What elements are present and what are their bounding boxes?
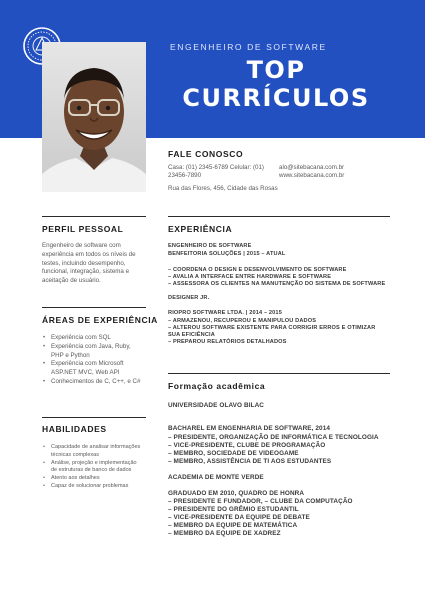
profile-title: PERFIL PESSOAL [42, 224, 124, 234]
brand-title-line-2: CURRÍCULOS [182, 84, 370, 112]
education-line: – MEMBRO, ASSISTÊNCIA DE TI AOS ESTUDANTES [168, 458, 332, 465]
job-title: ENGENHEIRO DE SOFTWARE [170, 42, 327, 52]
expertise-item: • Experiência com SQL [42, 334, 154, 343]
education-line: – PRESIDENTE, ORGANIZAÇÃO DE INFORMÁTICA E TECNOLOGIA [168, 434, 379, 441]
brand-title-line-1: TOP [246, 56, 306, 84]
experience-divider [168, 216, 390, 217]
profile-text-line: experiência em todos os níveis de [42, 250, 136, 258]
expertise-item: • Experiência com Java, Ruby, PHP e Python [42, 343, 154, 361]
expertise-title: ÁREAS DE EXPERIÊNCIA [42, 315, 158, 325]
skills-divider [42, 417, 146, 418]
education-line: BACHAREL EM ENGENHARIA DE SOFTWARE, 2014 [168, 425, 331, 432]
experience-title: EXPERIÊNCIA [168, 224, 233, 234]
experience-line: – PREPAROU RELATÓRIOS DETALHADOS [168, 339, 287, 345]
skills-item: • Análise, projeção e implementação de estruturas de banco de dados [42, 460, 154, 476]
expertise-item: • Conhecimentos de C, C++, e C# [42, 378, 154, 387]
skills-item: • Atento aos detalhes [42, 475, 154, 483]
education-divider [168, 373, 390, 374]
skills-item: • Capaz de solucionar problemas [42, 483, 154, 491]
education-line: ACADEMIA DE MONTE VERDE [168, 474, 264, 481]
contact-address: Rua das Flores, 456, Cidade das Rosas [168, 185, 278, 192]
experience-line: BENFEITORIA SOLUÇÕES | 2015 – ATUAL [168, 251, 286, 257]
education-line: – MEMBRO DA EQUIPE DE MATEMÁTICA [168, 522, 298, 529]
experience-line: DESIGNER JR. [168, 295, 210, 301]
contact-email[interactable]: alo@sitebacana.com.br [279, 164, 345, 171]
education-line: – PRESIDENTE DO GRÊMIO ESTUDANTIL [168, 506, 299, 513]
profile-photo [42, 42, 146, 192]
education-line: – MEMBRO, SOCIEDADE DE VIDEOGAME [168, 450, 299, 457]
profile-text-line: funcional, integração, sistema e [42, 268, 130, 276]
education-line: – MEMBRO DA EQUIPE DE XADREZ [168, 530, 281, 537]
education-title: Formação acadêmica [168, 381, 266, 391]
profile-text-line: aceitação de usuário. [42, 277, 101, 285]
contact-website[interactable]: www.sitebacana.com.br [279, 172, 345, 179]
profile-divider [42, 216, 146, 217]
education-line: – PRESIDENTE E FUNDADOR, – CLUBE DA COMPUTAÇÃO [168, 498, 353, 505]
experience-line: SUA EFICIÊNCIA [168, 332, 215, 338]
profile-text [42, 242, 150, 286]
education-line: UNIVERSIDADE OLAVO BILAC [168, 402, 265, 409]
experience-line: – ARMAZENOU, RECUPEROU E MANIPULOU DADOS [168, 318, 317, 324]
contact-phone-line-1: Casa: (01) 2345-6789 Celular: (01) [168, 164, 264, 171]
experience-line: – COORDENA O DESIGN E DESENVOLVIMENTO DE SOFTWARE [168, 267, 347, 273]
skills-item: • Capacidade de analisar informações técnicas complexas [42, 444, 154, 460]
skills-title: HABILIDADES [42, 424, 107, 434]
profile-text-line: testes, incluindo desempenho, [42, 259, 126, 267]
contact-title: FALE CONOSCO [168, 149, 244, 159]
experience-line: ENGENHEIRO DE SOFTWARE [168, 243, 252, 249]
expertise-divider [42, 307, 146, 308]
skills-list [42, 444, 154, 491]
experience-line: – ALTEROU SOFTWARE EXISTENTE PARA CORRIGIR ERROS E OTIMIZAR [168, 325, 376, 331]
education-line: – VICE-PRESIDENTE, CLUBE DE PROGRAMAÇÃO [168, 442, 326, 449]
brand-title [170, 56, 382, 112]
experience-line: RIOPRO SOFTWARE LTDA. | 2014 – 2015 [168, 310, 282, 316]
education-line: GRADUADO EM 2010, QUADRO DE HONRA [168, 490, 305, 497]
experience-line: – AVALIA A INTERFACE ENTRE HARDWARE E SOFTWARE [168, 274, 332, 280]
education-line: – VICE-PRESIDENTE DA EQUIPE DE DEBATE [168, 514, 310, 521]
expertise-item: • Experiência com Microsoft ASP.NET MVC, Web API [42, 360, 154, 378]
expertise-list [42, 334, 154, 387]
contact-phone-line-2: 23456-7890 [168, 172, 202, 179]
profile-text-line: Engenheiro de software com [42, 242, 121, 249]
experience-line: – ASSESSORA OS CLIENTES NA MANUTENÇÃO DO SISTEMA DE SOFTWARE [168, 281, 386, 287]
